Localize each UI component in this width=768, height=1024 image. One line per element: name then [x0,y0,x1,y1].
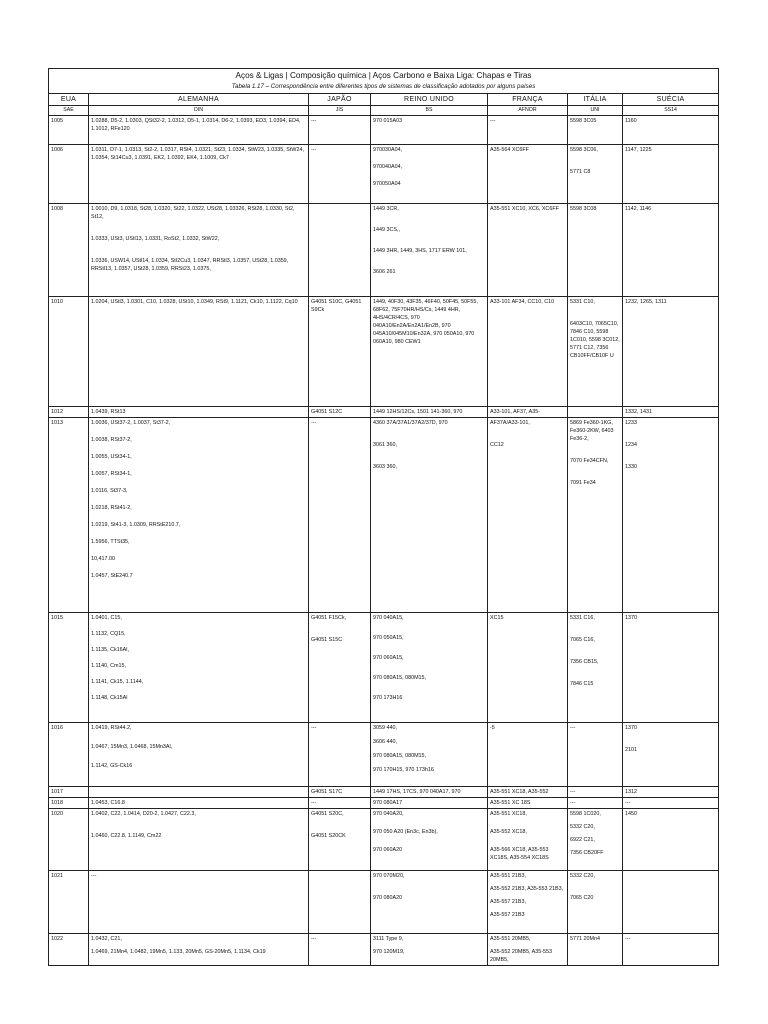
cell-text: --- [570,800,576,806]
cell-suecia [623,809,719,871]
cell-text: A35-551 XC18, [490,811,527,817]
cell-reino-unido [371,809,488,871]
cell-eua [49,204,89,297]
cell-suecia [623,613,719,723]
cell-franca [488,787,568,798]
cell-text: CC12 [490,442,504,448]
cell-text: G4051 F15Ck, [311,615,347,621]
col-header-alemanha: ALEMANHA [89,94,309,106]
cell-text: --- [311,800,317,806]
cell-text: A35-552 20MB5, A35-553 20MB5, [490,949,553,963]
cell-suecia [623,204,719,297]
cell-franca [488,613,568,723]
cell-italia [568,809,623,871]
cell-text: --- [490,118,496,124]
cell-italia [568,871,623,934]
std-sae: SAE [49,106,89,116]
cell-text: 1.1135, Ck16Al, [91,647,129,653]
cell-alemanha [89,798,309,809]
cell-italia [568,116,623,145]
cell-text: G4051 S20C, [311,811,344,817]
cell-text: 1008 [51,206,63,212]
cell-text: 1.0401, C15, [91,615,122,621]
cell-franca [488,407,568,418]
cell-text: 5332 C20, [570,824,595,830]
cell-text: 1234 [625,442,637,448]
cell-text: 1020 [51,811,63,817]
cell-alemanha [89,418,309,613]
cell-text: 970 060A20 [373,847,403,853]
cell-text: --- [570,789,576,795]
cell-text: 1.0055, USt34-1, [91,454,132,460]
cell-eua [49,297,89,407]
table-row [49,613,719,723]
cell-text: 1370 [625,615,637,621]
cell-alemanha [89,723,309,787]
cell-text: A35-552 XC18, [490,829,527,835]
cell-franca [488,798,568,809]
table-row [49,116,719,145]
col-header-franca: FRANÇA [488,94,568,106]
cell-text: 970 080A15, 080M15, [373,675,427,681]
spec-sheet [48,68,718,966]
cell-text: 5331 C16, [570,615,595,621]
cell-text: 7091 Fe34 [570,480,596,486]
cell-text: 970050A04 [373,181,401,187]
cell-text: 1.1141, Ck15, 1.1144, [91,679,144,685]
cell-reino-unido [371,787,488,798]
col-header-japao: JAPÃO [309,94,371,106]
cell-text: 1.0460, C22.8, 1.1149, Cm22 [91,833,162,839]
std-din: DIN [89,106,309,116]
cell-italia [568,934,623,966]
cell-text: G4051 S15C [311,637,343,643]
cell-franca [488,204,568,297]
cell-text: 10,417.00 [91,556,115,562]
cell-text: 1330 [625,464,637,470]
cell-text: 970 170H15, 970 173h16 [373,767,434,773]
cell-eua [49,418,89,613]
cell-text: --- [91,873,97,879]
cell-japao [309,723,371,787]
cell-japao [309,809,371,871]
cell-text: --- [625,936,631,942]
cell-reino-unido [371,407,488,418]
cell-reino-unido [371,871,488,934]
cell-eua [49,787,89,798]
cell-text: A35-551 XC 18S [490,800,531,806]
cell-eua [49,116,89,145]
cell-text: 1.0402, C22, 1.0414, D20-2, 1.0427, C22.3, [91,811,196,817]
cell-japao [309,798,371,809]
cell-text: 1450 [625,811,637,817]
cell-text: 970030A04, [373,147,403,153]
cell-text: -5 [490,725,495,731]
cell-text: --- [311,725,317,731]
cell-text: 970 080A20 [373,895,403,901]
cell-text: 1449 3HR, 1449, 3HS, 1717 ERW 101, [373,248,467,254]
cell-text: G4051 S12C [311,409,343,415]
table-row [49,204,719,297]
table-row [49,145,719,204]
cell-text: 1018 [51,800,63,806]
cell-franca [488,297,568,407]
cell-franca [488,723,568,787]
cell-text: 3606 261 [373,269,396,275]
cell-text: 1.0439, RSt13 [91,409,126,415]
cell-text: 1.0218, RSt41-2, [91,505,132,511]
cell-text: 1006 [51,147,63,153]
cell-text: 970 050A15, [373,635,404,641]
cell-text: 970 060A15, [373,655,404,661]
cell-text: 1.0469, 21Mn4, 1.0482, 19Mn5, 1.133, 20Mn5, GS-20Mn5, 1.1134, Ck19 [91,949,266,955]
cell-text: 970 015A03 [373,118,403,124]
cell-alemanha [89,613,309,723]
cell-text: 7065 C20 [570,895,594,901]
table-row [49,809,719,871]
cell-japao [309,418,371,613]
cell-text: 970 120M19, [373,949,405,955]
cell-text: XC15 [490,615,504,621]
cell-italia [568,418,623,613]
cell-text: 1013 [51,420,63,426]
cell-text: 970 080A17 [373,800,403,806]
cell-text: 1449, 40F30, 43F35, 46F40, 50F45, 50F55, 68F62, 75F70HR/HS/Cs, 1449 4HR, 4HS/4CR/4CS, 970 040A10/En2A/En2A1/En2B, 970 045A10/045M10/En32A, 970 050A10, 970 060A10, 980 CEW1 [373,299,478,345]
cell-italia [568,723,623,787]
cell-text: 1010 [51,299,63,305]
cell-reino-unido [371,934,488,966]
cell-text: 1449 12HS/12Cs, 1501 141-360, 970 [373,409,463,415]
table-row [49,871,719,934]
cell-text: 1.1142, GS-Ck16 [91,763,133,769]
cell-text: 1005 [51,118,63,124]
cell-text: 1449 3CS,, [373,227,400,233]
cell-text: 1.0336, USW14, UStl14, 1.0334, StI2Cu3, 1.0347, RRStl3, 1.0357, USt28, 1.0359, RRStl13, 1.0357, USt28, 1.0359, RRSt23, 1.0375, [91,258,289,272]
std-ss14: SS14 [623,106,719,116]
cell-franca [488,145,568,204]
cell-text: 1015 [51,615,63,621]
std-jis: JIS [309,106,371,116]
cell-suecia [623,407,719,418]
cell-text: 970040A04, [373,164,403,170]
cell-suecia [623,418,719,613]
cell-alemanha [89,809,309,871]
cell-text: 5598 1C020, [570,811,601,817]
cell-text: --- [625,800,631,806]
cell-eua [49,798,89,809]
cell-suecia [623,798,719,809]
cell-japao [309,613,371,723]
cell-alemanha [89,787,309,798]
cell-text: 1.0432, C21, [91,936,122,942]
cell-italia [568,407,623,418]
cell-text: 7356 CB20FF [570,850,604,856]
cell-suecia [623,297,719,407]
std-afnor: AFNOR [488,106,568,116]
cell-text: A35-551 21B3, [490,873,526,879]
table-caption: Tabela 1.17 – Correspondência entre diferentes tipos de sistemas de classificação adotados por alguns países [49,82,719,94]
cell-alemanha [89,407,309,418]
cell-alemanha [89,116,309,145]
cell-text: 970 070M20, [373,873,405,879]
cell-text: A35-557 21B3, [490,899,526,905]
cell-reino-unido [371,798,488,809]
cell-text: 1142, 1146 [625,206,652,212]
cell-text: A33-101 AF34, CC10, C10 [490,299,555,305]
cell-japao [309,871,371,934]
cell-alemanha [89,297,309,407]
cell-suecia [623,116,719,145]
cell-text: --- [311,936,317,942]
cell-text: 5771 C8 [570,169,591,175]
cell-text: 7846 C15 [570,681,594,687]
cell-reino-unido [371,418,488,613]
cell-text: 1.1132, CQ15, [91,631,126,637]
cell-text: 1.5956, TTSt35, [91,539,130,545]
cell-eua [49,809,89,871]
cell-italia [568,145,623,204]
cell-text: 970 040A15, [373,615,404,621]
cell-text: 1.0333, USt3, UStl13, 1.0331, RoSt2, 1.0332, StW22, [91,236,220,242]
col-header-reino-unido: REINO UNIDO [371,94,488,106]
cell-eua [49,145,89,204]
cell-text: 1312 [625,789,637,795]
cell-text: 1.0311, D7-1, 1.0313, St2-2, 1.0317, RSt4, 1.0321, St23, 1.0334, StW23, 1.0335, StW24, 1.0354, St14Cu3, 1.0391, EK2, 1.0392, EK4, 1.1009, Ck7 [91,147,304,161]
cell-text: 7070 Fe34CFN, [570,458,609,464]
cell-text: 5869 Fe360-1KG, Fe360-2KW, 6403 Fe36-2, [570,420,614,442]
cell-text: 5598 3C05 [570,118,597,124]
cell-suecia [623,145,719,204]
cell-text: 1332, 1431 [625,409,652,415]
std-bs: BS [371,106,488,116]
cell-text: G4051 S17C [311,789,343,795]
cell-franca [488,809,568,871]
table-row [49,934,719,966]
cell-text: 1.0204, UStl3, 1.0301, C10, 1.0328, USt10, 1.0349, RSt9, 1.1121, Ck10, 1.1122, Cq10 [91,299,298,305]
cell-text: 6403C10, 7065C10, 7846 C10, 5598 1C010, 5598 3C012, 5771 C12, 7356 CB10FF/CB10F U [570,321,620,359]
cell-japao [309,934,371,966]
cell-text: 1160 [625,118,637,124]
cell-suecia [623,787,719,798]
cell-text: 1.0419, RSt44.2, [91,725,132,731]
cell-text: 5331 C10, [570,299,595,305]
cell-text: 5598 3C06, [570,147,598,153]
cell-italia [568,798,623,809]
cell-text: 3111 Type 9, [373,936,404,942]
cell-text: 1.0038, RSt37-2, [91,437,132,443]
cell-text: 3606 440, [373,739,397,745]
cell-text: 1012 [51,409,63,415]
cell-eua [49,613,89,723]
cell-text: 970 173H16 [373,695,403,701]
cell-text: 7356 CB15, [570,659,599,665]
cell-text: 1.0219, St41-3, 1.0309, RRStE210.7, [91,522,181,528]
col-header-italia: ITÁLIA [568,94,623,106]
cell-text: 1022 [51,936,63,942]
cell-alemanha [89,934,309,966]
cell-reino-unido [371,723,488,787]
cell-text: --- [570,725,576,731]
cell-text: 4360 37A/37A1/37A2/37D, 970 [373,420,448,426]
cell-text: 1017 [51,789,63,795]
cell-reino-unido [371,613,488,723]
cell-text: 1.0116, St37-3, [91,488,128,494]
cell-text: 3603 360, [373,464,397,470]
cell-eua [49,407,89,418]
cell-text: 1449 17HS, 17CS, 970 040A17, 970 [373,789,461,795]
cell-text: --- [311,147,317,153]
cell-text: 1.0288, D5-2, 1.0303, QSt32-2, 1.0312, D5-1, 1.0314, D6-2, 1.0393, ED3, 1.0394, ED4, 1.1012, RFe120 [91,118,301,132]
correspondence-table [48,68,719,966]
cell-text: 1.0057, RSt34-1, [91,471,132,477]
cell-reino-unido [371,145,488,204]
cell-text: A35-551 XC18, A35-552 [490,789,549,795]
cell-text: 1370 [625,725,637,731]
cell-text: 1016 [51,725,63,731]
cell-text: 1.1140, Cm15, [91,663,126,669]
cell-suecia [623,934,719,966]
cell-text: 3059 440, [373,725,397,731]
cell-text: G4051 S10C, G4051 S9Ck [311,299,362,313]
cell-text: --- [311,118,317,124]
cell-text: AF37A/A33-101, [490,420,530,426]
cell-japao [309,297,371,407]
cell-text: 5771 20Mn4 [570,936,600,942]
cell-text: 5332 C20, [570,873,595,879]
cell-text: 1147, 1225 [625,147,652,153]
cell-text: A35-557 21B3 [490,912,525,918]
cell-text: 1232, 1265, 1311 [625,299,667,305]
cell-text: 970 040A20, [373,811,404,817]
cell-text: A35-566 XC18, A35-553 XC18S, A35-554 XC18S [490,847,549,861]
cell-text: A35-552 21B3, A35-553 21B3, [490,886,564,892]
cell-japao [309,787,371,798]
cell-eua [49,723,89,787]
cell-italia [568,204,623,297]
cell-alemanha [89,145,309,204]
table-row [49,798,719,809]
cell-suecia [623,871,719,934]
country-header-row [49,94,719,106]
table-row [49,407,719,418]
cell-suecia [623,723,719,787]
cell-text: G4051 S20CK [311,833,346,839]
cell-italia [568,297,623,407]
cell-eua [49,871,89,934]
cell-text: 1.0453, C16.8 [91,800,125,806]
cell-text: 1021 [51,873,63,879]
table-row [49,723,719,787]
cell-text: 6922 C21, [570,837,595,843]
cell-eua [49,934,89,966]
cell-italia [568,787,623,798]
cell-franca [488,934,568,966]
cell-text: 1449 3CR, [373,206,399,212]
cell-text: A35-551 XC10, XC6, XC6FF [490,206,559,212]
cell-text: 7065 C16, [570,637,595,643]
cell-text: --- [311,420,317,426]
std-uni: UNI [568,106,623,116]
cell-japao [309,116,371,145]
col-header-eua: EUA [49,94,89,106]
table-row [49,787,719,798]
cell-text: 1.0457, StE240.7 [91,573,133,579]
cell-italia [568,613,623,723]
cell-text: A35-551 20MB5, [490,936,531,942]
cell-japao [309,145,371,204]
cell-text: 1.1148, Ck15Al [91,695,128,701]
cell-text: A35-564 XC6FF [490,147,529,153]
table-row [49,297,719,407]
cell-text: 5598 3C08 [570,206,597,212]
cell-reino-unido [371,116,488,145]
cell-text: 3061 360, [373,442,397,448]
cell-text: 1.0036, USt37-2, 1.0037, St37-2, [91,420,171,426]
cell-text: 1233 [625,420,637,426]
col-header-suecia: SUÉCIA [623,94,719,106]
cell-franca [488,418,568,613]
cell-text: A33-101, AF37, A35- [490,409,541,415]
cell-text: 1.0467, 15Mn3, 1.0468, 15Mn3Al, [91,744,173,750]
cell-alemanha [89,204,309,297]
standards-header-row [49,106,719,116]
cell-reino-unido [371,297,488,407]
cell-japao [309,407,371,418]
cell-text: 970 080A15, 080M15, [373,753,427,759]
cell-alemanha [89,871,309,934]
cell-franca [488,116,568,145]
table-row [49,418,719,613]
cell-reino-unido [371,204,488,297]
cell-text: 1.0010, D9, 1.0318, St28, 1.0320, St22, 1.0322, USt28, 1.03326, RSt28, 1.0330, St2, St12, [91,206,295,220]
cell-text: 970 050 A20 (En3c, En3b), [373,829,438,835]
cell-japao [309,204,371,297]
cell-text: 2101 [625,747,637,753]
cell-franca [488,871,568,934]
document-title: Aços & Ligas | Composição química | Aços Carbono e Baixa Liga: Chapas e Tiras [49,69,719,83]
